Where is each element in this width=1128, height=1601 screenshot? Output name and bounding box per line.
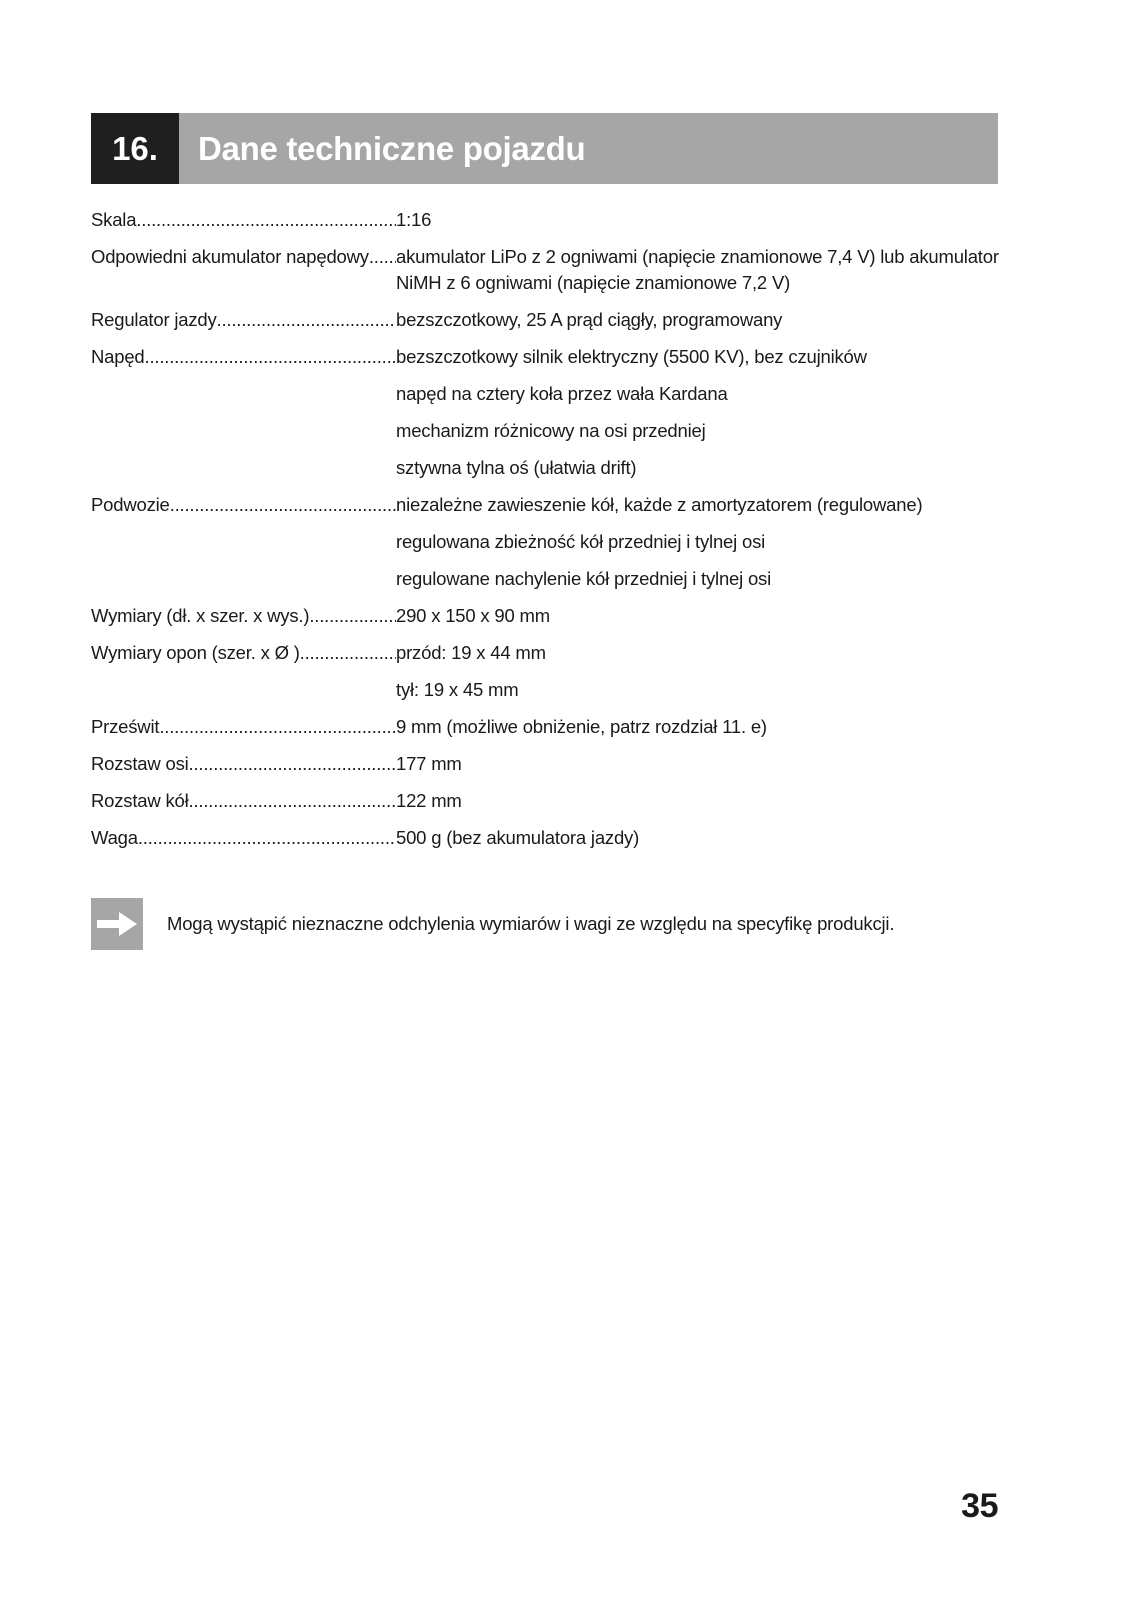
spec-value xyxy=(396,825,1001,851)
spec-value xyxy=(396,640,1001,666)
spec-value-line: mechanizm różnicowy na osi przedniej xyxy=(396,420,706,441)
spec-value-line: 177 mm xyxy=(396,753,462,774)
spec-value xyxy=(396,381,1001,407)
spec-label-text: Waga xyxy=(91,827,138,848)
spec-label xyxy=(91,381,396,407)
spec-label xyxy=(91,244,396,296)
spec-label xyxy=(91,344,396,370)
spec-label-text: Regulator jazdy xyxy=(91,309,217,330)
section-number: 16. xyxy=(91,113,179,184)
spec-row xyxy=(91,677,1001,703)
spec-value-line: 500 g (bez akumulatora jazdy) xyxy=(396,827,640,848)
spec-row xyxy=(91,207,1001,233)
spec-value xyxy=(396,566,1001,592)
spec-label-text: Prześwit xyxy=(91,716,160,737)
spec-label xyxy=(91,751,396,777)
spec-label-text: Napęd xyxy=(91,346,145,367)
spec-value-line: napęd na cztery koła przez wała Kardana xyxy=(396,383,728,404)
spec-label xyxy=(91,455,396,481)
spec-value xyxy=(396,492,1001,518)
spec-value-line: przód: 19 x 44 mm xyxy=(396,642,546,663)
spec-label xyxy=(91,677,396,703)
spec-value-line: regulowana zbieżność kół przedniej i tylnej osi xyxy=(396,531,766,552)
spec-row xyxy=(91,603,1001,629)
leader-dots xyxy=(369,244,396,296)
spec-row xyxy=(91,566,1001,592)
spec-row xyxy=(91,492,1001,518)
leader-dots xyxy=(138,825,396,851)
spec-row xyxy=(91,344,1001,370)
spec-row xyxy=(91,751,1001,777)
spec-value xyxy=(396,751,1001,777)
spec-label xyxy=(91,492,396,518)
leader-dots xyxy=(189,751,396,777)
spec-value-line: akumulator LiPo z 2 ogniwami (napięcie znamionowe 7,4 V) lub akumulator xyxy=(396,246,999,267)
spec-row xyxy=(91,307,1001,333)
spec-row xyxy=(91,788,1001,814)
spec-row xyxy=(91,825,1001,851)
spec-value-line: bezszczotkowy, 25 A prąd ciągły, programowany xyxy=(396,309,783,330)
spec-value-line: 290 x 150 x 90 mm xyxy=(396,605,550,626)
spec-value xyxy=(396,244,1001,296)
spec-label-text: Rozstaw kół xyxy=(91,790,189,811)
spec-label-text: Podwozie xyxy=(91,494,170,515)
section-header xyxy=(91,113,998,184)
spec-row xyxy=(91,455,1001,481)
spec-value-line: regulowane nachylenie kół przedniej i tylnej osi xyxy=(396,568,772,589)
spec-value-line: bezszczotkowy silnik elektryczny (5500 KV), bez czujników xyxy=(396,346,867,367)
spec-value xyxy=(396,714,1001,740)
spec-label xyxy=(91,207,396,233)
spec-label-text: Rozstaw osi xyxy=(91,753,189,774)
spec-label xyxy=(91,788,396,814)
spec-label xyxy=(91,307,396,333)
spec-label xyxy=(91,418,396,444)
spec-value xyxy=(396,603,1001,629)
spec-value xyxy=(396,344,1001,370)
spec-value-line: 1:16 xyxy=(396,209,432,230)
spec-value xyxy=(396,307,1001,333)
spec-label xyxy=(91,529,396,555)
spec-label-text: Wymiary (dł. x szer. x wys.) xyxy=(91,605,310,626)
spec-value-line: tył: 19 x 45 mm xyxy=(396,679,519,700)
spec-value xyxy=(396,455,1001,481)
specs-list xyxy=(91,207,1001,862)
spec-value-line: 9 mm (możliwe obniżenie, patrz rozdział 11. e) xyxy=(396,716,767,737)
leader-dots xyxy=(217,307,396,333)
leader-dots xyxy=(309,603,396,629)
spec-label xyxy=(91,825,396,851)
spec-label xyxy=(91,566,396,592)
spec-row xyxy=(91,418,1001,444)
spec-row xyxy=(91,714,1001,740)
note-box xyxy=(91,898,1001,950)
spec-label xyxy=(91,603,396,629)
leader-dots xyxy=(159,714,396,740)
spec-value-line: 122 mm xyxy=(396,790,462,811)
note-text: Mogą wystąpić nieznaczne odchylenia wymiarów i wagi ze względu na specyfikę produkcji. xyxy=(167,913,895,934)
leader-dots xyxy=(189,788,396,814)
spec-row xyxy=(91,529,1001,555)
spec-value xyxy=(396,418,1001,444)
spec-label-text: Skala xyxy=(91,209,137,230)
spec-label xyxy=(91,640,396,666)
spec-value xyxy=(396,529,1001,555)
leader-dots xyxy=(145,344,396,370)
spec-value-line: NiMH z 6 ogniwami (napięcie znamionowe 7,2 V) xyxy=(396,272,791,293)
spec-label xyxy=(91,714,396,740)
spec-value-line: niezależne zawieszenie kół, każde z amortyzatorem (regulowane) xyxy=(396,494,923,515)
leader-dots xyxy=(300,640,396,666)
spec-value xyxy=(396,788,1001,814)
spec-row xyxy=(91,640,1001,666)
arrow-right-icon xyxy=(91,898,143,950)
spec-row xyxy=(91,244,1001,296)
leader-dots xyxy=(136,207,396,233)
spec-row xyxy=(91,381,1001,407)
spec-value xyxy=(396,677,1001,703)
section-title: Dane techniczne pojazdu xyxy=(179,113,998,184)
spec-value-line: sztywna tylna oś (ułatwia drift) xyxy=(396,457,637,478)
spec-value xyxy=(396,207,1001,233)
leader-dots xyxy=(170,492,396,518)
spec-label-text: Wymiary opon (szer. x Ø ) xyxy=(91,642,300,663)
page-number: 35 xyxy=(961,1487,998,1525)
spec-label-text: Odpowiedni akumulator napędowy xyxy=(91,246,369,267)
